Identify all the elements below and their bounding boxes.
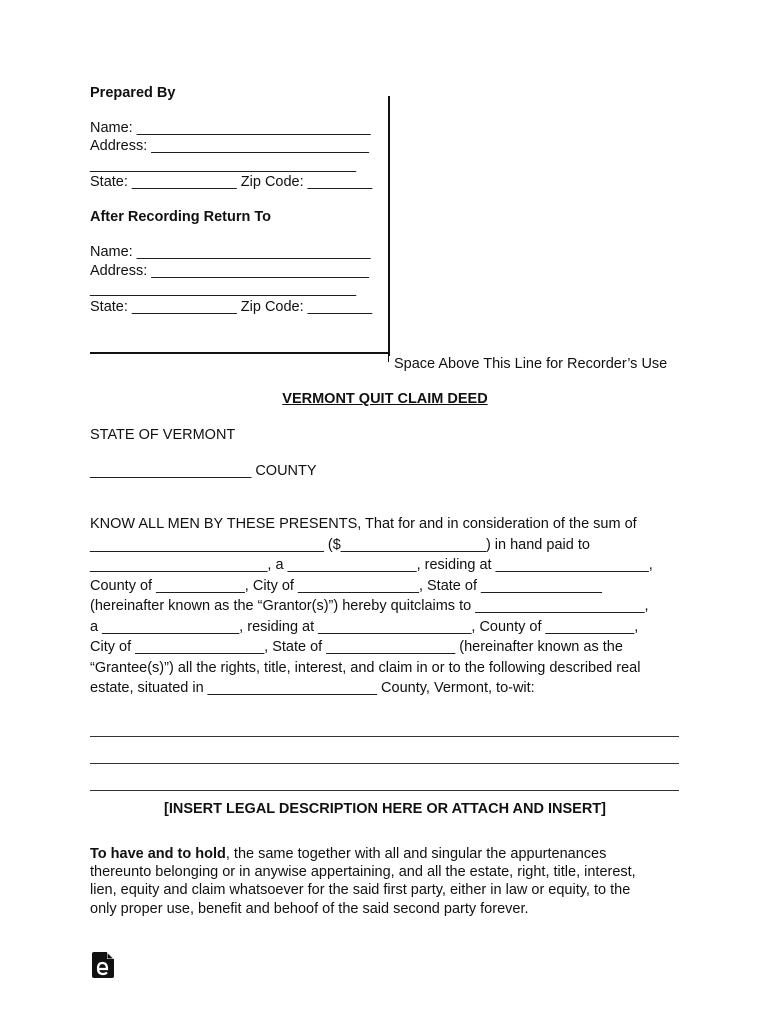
state-line: STATE OF VERMONT (90, 427, 236, 443)
insert-legal-description-note: [INSERT LEGAL DESCRIPTION HERE OR ATTACH AND INSERT] (164, 801, 606, 817)
eforms-document-icon (92, 952, 114, 978)
recorder-divider-tick (388, 352, 389, 362)
prepared-by-address-line2[interactable]: _________________________________ (90, 157, 357, 173)
county-field[interactable]: ____________________ COUNTY (90, 463, 317, 479)
habendum-line1-rest: , the same together with all and singular the appurtenances (225, 846, 607, 862)
prepared-by-address-field[interactable]: Address: ___________________________ (90, 138, 369, 154)
legal-description-line[interactable] (90, 790, 679, 791)
body-line: “Grantee(s)”) all the rights, title, interest, and claim in or to the following described real (90, 660, 641, 676)
body-line[interactable]: City of ________________, State of ________________ (hereinafter known as the (90, 639, 623, 655)
legal-description-line[interactable] (90, 736, 679, 737)
body-line[interactable]: County of ___________, City of _______________, State of _______________ (90, 578, 602, 594)
habendum-line: lien, equity and claim whatsoever for the said first party, either in law or equity, to the (90, 882, 631, 898)
recorder-divider-horizontal (90, 352, 390, 354)
body-line[interactable]: estate, situated in _____________________ County, Vermont, to-wit: (90, 680, 535, 696)
prepared-by-name-field[interactable]: Name: _____________________________ (90, 120, 371, 136)
return-to-heading: After Recording Return To (90, 209, 271, 225)
body-line[interactable]: ______________________, a ________________, residing at ___________________, (90, 557, 653, 573)
return-to-name-field[interactable]: Name: _____________________________ (90, 244, 371, 260)
body-line[interactable]: (hereinafter known as the “Grantor(s)”) hereby quitclaims to _____________________, (90, 598, 649, 614)
body-line: KNOW ALL MEN BY THESE PRESENTS, That for and in consideration of the sum of (90, 516, 637, 532)
document-title: VERMONT QUIT CLAIM DEED (282, 391, 488, 407)
legal-description-line[interactable] (90, 763, 679, 764)
body-line[interactable]: _____________________________ ($__________________) in hand paid to (90, 537, 590, 553)
prepared-by-state-zip-field[interactable]: State: _____________ Zip Code: ________ (90, 174, 373, 190)
recorder-divider-vertical (388, 96, 390, 356)
return-to-address-line2[interactable]: _________________________________ (90, 281, 357, 297)
body-line[interactable]: a _________________, residing at ___________________, County of ___________, (90, 619, 639, 635)
return-to-address-field[interactable]: Address: ___________________________ (90, 263, 369, 279)
prepared-by-heading: Prepared By (90, 85, 176, 101)
recorder-note: Space Above This Line for Recorder’s Use (394, 356, 668, 372)
habendum-line: only proper use, benefit and behoof of the said second party forever. (90, 901, 529, 917)
habendum-line (90, 846, 606, 862)
habendum-lead: To have and to hold (90, 846, 226, 862)
return-to-state-zip-field[interactable]: State: _____________ Zip Code: ________ (90, 299, 373, 315)
habendum-line: thereunto belonging or in anywise appertaining, and all the estate, right, title, interest, (90, 864, 636, 880)
